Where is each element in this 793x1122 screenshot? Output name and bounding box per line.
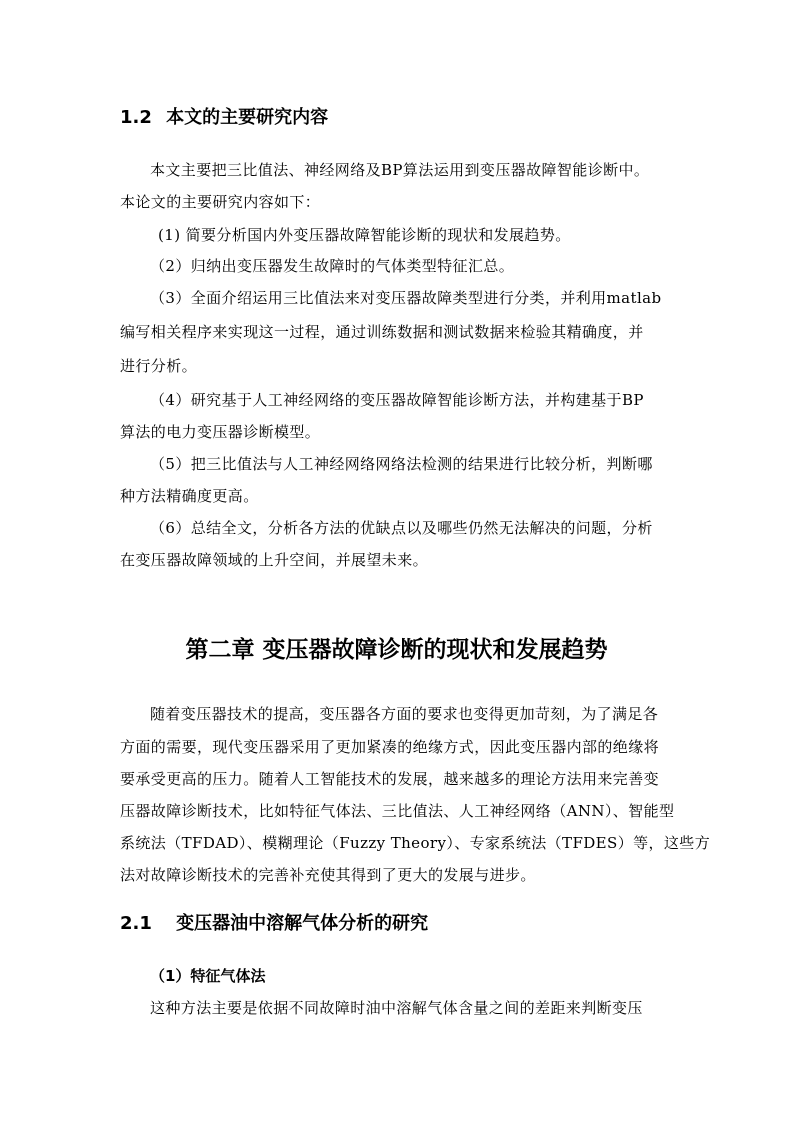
paragraph-line: 本论文的主要研究内容如下： <box>120 193 321 211</box>
section-heading-2-1 <box>120 912 428 936</box>
list-item-line: 在变压器故障领域的上升空间，并展望未来。 <box>120 551 429 569</box>
paragraph-line: 法对故障诊断技术的完善补充使其得到了更大的发展与进步。 <box>120 866 536 884</box>
section-number: 1.2 <box>120 107 152 128</box>
paragraph-line: 压器故障诊断技术，比如特征气体法、三比值法、人工神经网络（ANN）、智能型 <box>120 802 675 820</box>
section-title: 本文的主要研究内容 <box>166 107 329 128</box>
paragraph-line: 方面的需要，现代变压器采用了更加紧凑的绝缘方式，因此变压器内部的绝缘将 <box>120 738 660 756</box>
paragraph-line: 本文主要把三比值法、神经网络及BP算法运用到变压器故障智能诊断中。 <box>150 161 650 179</box>
list-item-line: 进行分析。 <box>120 357 198 375</box>
chapter-title: 第二章 变压器故障诊断的现状和发展趋势 <box>185 637 608 663</box>
list-item-line: （3）全面介绍运用三比值法来对变压器故障类型进行分类，并利用matlab <box>150 289 662 307</box>
paragraph-line: 随着变压器技术的提高，变压器各方面的要求也变得更加苛刻，为了满足各 <box>150 705 659 723</box>
list-item-line: （2）归纳出变压器发生故障时的气体类型特征汇总。 <box>150 257 515 275</box>
paragraph-line: 系统法（TFDAD）、模糊理论（Fuzzy Theory）、专家系统法（TFDES）等，这些方 <box>120 834 711 852</box>
list-item-line: （5）把三比值法与人工神经网络网络法检测的结果进行比较分析，判断哪 <box>150 455 653 473</box>
paragraph-line: 要承受更高的压力。随着人工智能技术的发展，越来越多的理论方法用来完善变 <box>120 770 660 788</box>
list-item-line: 算法的电力变压器诊断模型。 <box>120 423 321 441</box>
list-item-line: (1) 简要分析国内外变压器故障智能诊断的现状和发展趋势。 <box>158 226 571 244</box>
paragraph-line: 这种方法主要是依据不同故障时油中溶解气体含量之间的差距来判断变压 <box>150 999 643 1017</box>
section-heading-1-2 <box>120 106 328 130</box>
list-item-line: 种方法精确度更高。 <box>120 487 259 505</box>
list-item-line: （4）研究基于人工神经网络的变压器故障智能诊断方法，并构建基于BP <box>150 391 644 409</box>
list-item-line: 编写相关程序来实现这一过程，通过训练数据和测试数据来检验其精确度，并 <box>120 323 644 341</box>
list-item-line: （6）总结全文，分析各方法的优缺点以及哪些仍然无法解决的问题，分析 <box>150 519 653 537</box>
section-number: 2.1 <box>120 913 152 934</box>
sub-heading: （1）特征气体法 <box>150 967 266 985</box>
section-title: 变压器油中溶解气体分析的研究 <box>176 913 429 934</box>
